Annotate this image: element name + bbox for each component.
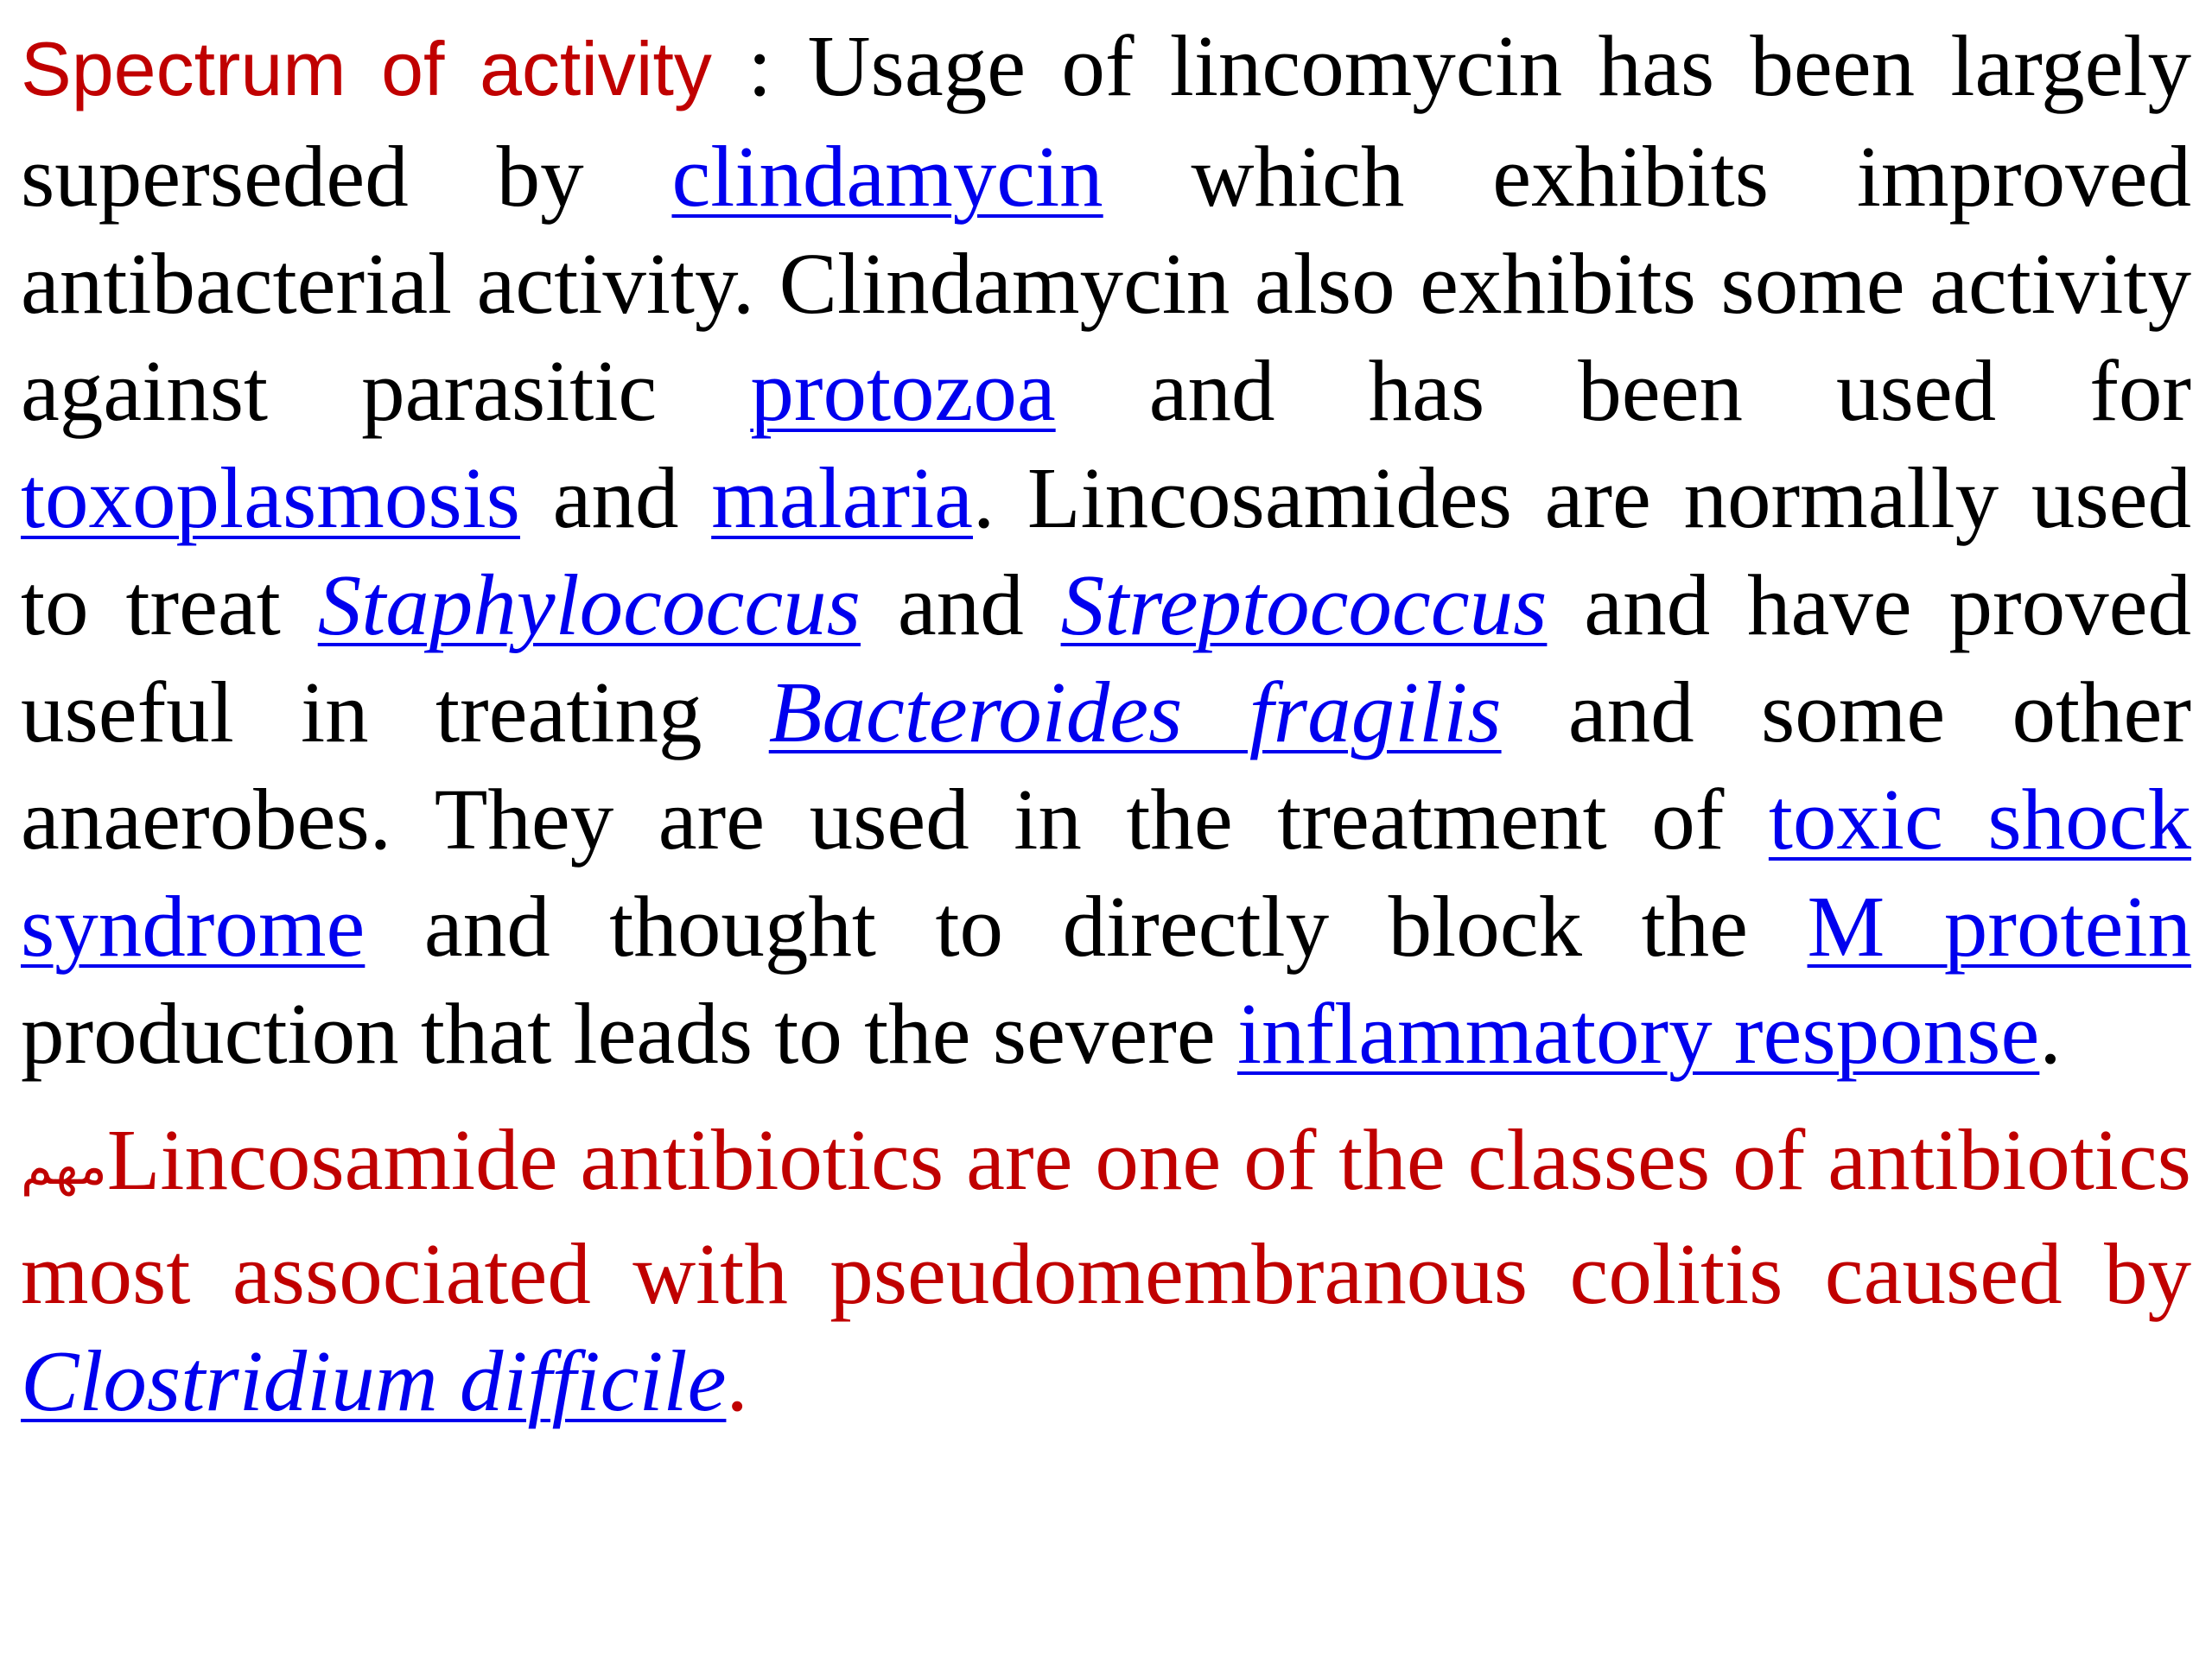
link-clindamycin[interactable]: clindamycin (671, 128, 1103, 225)
spectrum-paragraph (21, 12, 2191, 1087)
body-text: and (520, 449, 712, 546)
body-text: and thought to directly block the (365, 878, 1808, 975)
body-text: and some other anaerobes. They are used in the treatment of (21, 664, 2191, 868)
link-toxoplasmosis[interactable]: toxoplasmosis (21, 449, 520, 546)
link-inflammatory-response[interactable]: inflammatory response (1236, 985, 2040, 1082)
body-text: and have proved useful in treating (21, 556, 2191, 760)
link-bacteroides-fragilis[interactable]: Bacteroides fragilis (768, 664, 1502, 760)
body-text: . Lincosamides are normally used to treat (21, 449, 2191, 653)
body-text: which exhibits improved antibacterial activity. Clindamycin also exhibits some activity against parasitic (21, 128, 2191, 439)
important-marker: مهم (21, 1136, 107, 1197)
link-protozoa[interactable]: protozoa (750, 342, 1056, 439)
link-m-protein[interactable]: M protein (1807, 878, 2191, 975)
important-note-paragraph (21, 1106, 2191, 1434)
note-text: . (726, 1332, 748, 1429)
body-text: and has been used for (1055, 342, 2191, 439)
body-text: production that leads to the severe (21, 985, 1237, 1082)
slide-content (21, 12, 2191, 1434)
body-text: and (860, 556, 1061, 653)
link-clostridium-difficile[interactable]: Clostridium difficile (21, 1332, 727, 1429)
section-heading: Spectrum of activity (21, 26, 712, 111)
note-text: Lincosamide antibiotics are one of the classes of antibiotics most associated with pseudomembranous colitis caused by (21, 1111, 2191, 1322)
link-streptococcus[interactable]: Streptococcus (1060, 556, 1548, 653)
body-text: . (2039, 985, 2062, 1082)
link-malaria[interactable]: malaria (711, 449, 973, 546)
body-text: : Usage of lincomycin has been largely superseded by (21, 17, 2191, 225)
link-toxic-shock-syndrome[interactable]: toxic shock syndrome (21, 771, 2191, 975)
link-staphylococcus[interactable]: Staphylococcus (317, 556, 861, 653)
